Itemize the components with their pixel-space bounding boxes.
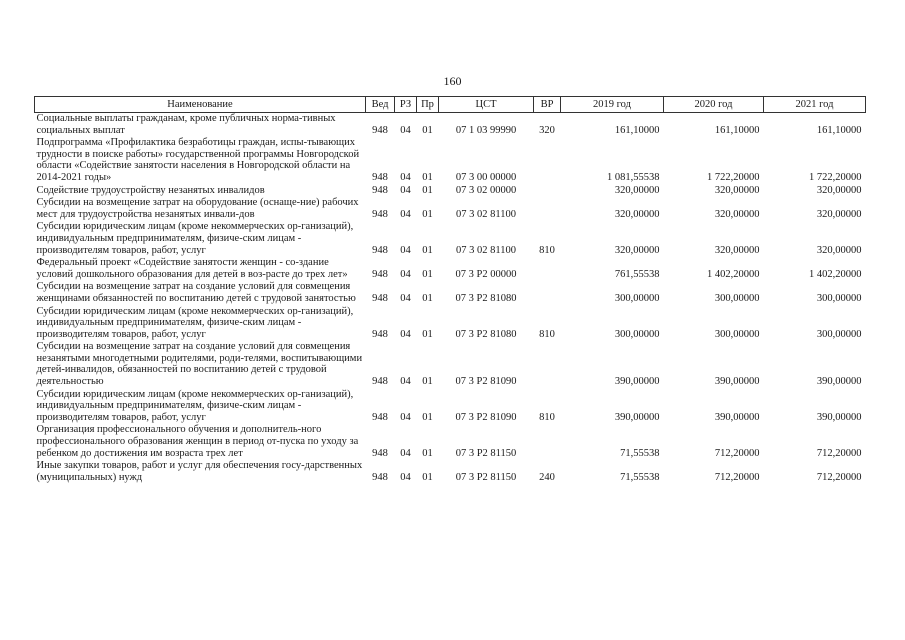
row-2020: 712,20000 bbox=[714, 447, 760, 459]
row-2020: 300,00000 bbox=[714, 328, 760, 340]
row-ved: 948 bbox=[372, 171, 388, 183]
row-ved: 948 bbox=[372, 268, 388, 280]
row-2021: 712,20000 bbox=[816, 471, 862, 483]
row-pr: 01 bbox=[422, 124, 433, 136]
row-vr bbox=[534, 281, 561, 305]
row-2019: 320,00000 bbox=[614, 208, 660, 220]
row-vr bbox=[534, 137, 561, 184]
row-pr: 01 bbox=[422, 184, 433, 196]
row-ved: 948 bbox=[372, 471, 388, 483]
row-2019: 390,00000 bbox=[614, 376, 660, 388]
row-vr: 810 bbox=[539, 411, 555, 423]
row-2020: 320,00000 bbox=[714, 244, 760, 256]
row-2020: 390,00000 bbox=[714, 376, 760, 388]
row-rz: 04 bbox=[400, 268, 411, 280]
row-cst: 07 3 Р2 81150 bbox=[455, 447, 517, 459]
row-rz: 04 bbox=[400, 244, 411, 256]
row-rz: 04 bbox=[400, 411, 411, 423]
row-name: Подпрограмма «Профилактика безработицы граждан, испы-тывающих трудности в поиске работы» государственной программы Новгородской области «Содействие занятости населения в Новгородской области на 2014-2021 годы» bbox=[36, 137, 360, 183]
row-vr: 810 bbox=[539, 244, 555, 256]
row-pr: 01 bbox=[422, 447, 433, 459]
row-2019: 761,55538 bbox=[614, 268, 660, 280]
table-row bbox=[35, 389, 866, 425]
table-row bbox=[35, 137, 866, 184]
row-cst: 07 3 Р2 81090 bbox=[455, 411, 517, 423]
header-vr: ВР bbox=[534, 97, 561, 113]
row-2019: 71,55538 bbox=[620, 471, 660, 483]
row-name: Иные закупки товаров, работ и услуг для обеспечения госу-дарственных (муниципальных) нужд bbox=[36, 460, 363, 483]
row-cst: 07 3 Р2 81080 bbox=[455, 328, 517, 340]
row-2019: 71,55538 bbox=[620, 447, 660, 459]
row-2020: 320,00000 bbox=[714, 184, 760, 196]
row-name: Федеральный проект «Содействие занятости женщин - со-здание условий дошкольного образования для детей в воз-расте до трех лет» bbox=[36, 257, 348, 280]
row-2021: 712,20000 bbox=[816, 447, 862, 459]
table-row bbox=[35, 341, 866, 388]
row-pr: 01 bbox=[422, 244, 433, 256]
table-row bbox=[35, 221, 866, 257]
row-2019: 320,00000 bbox=[614, 184, 660, 196]
row-cst: 07 1 03 99990 bbox=[455, 124, 517, 136]
row-ved: 948 bbox=[372, 447, 388, 459]
header-2019: 2019 год bbox=[561, 97, 664, 113]
row-name: Субсидии на возмещение затрат на оборудование (оснаще-ние) рабочих мест для трудоустройства незанятых инвали-дов bbox=[36, 197, 359, 220]
table-row bbox=[35, 257, 866, 281]
row-vr bbox=[534, 197, 561, 221]
row-rz: 04 bbox=[400, 208, 411, 220]
row-vr bbox=[534, 424, 561, 460]
row-2019: 320,00000 bbox=[614, 244, 660, 256]
table-row bbox=[35, 185, 866, 198]
row-vr: 810 bbox=[539, 328, 555, 340]
page-number: 160 bbox=[443, 74, 462, 88]
row-cst: 07 3 02 81100 bbox=[456, 244, 516, 256]
row-rz: 04 bbox=[400, 171, 411, 183]
row-cst: 07 3 Р2 81150 bbox=[455, 471, 517, 483]
table-row bbox=[35, 113, 866, 138]
row-cst: 07 3 Р2 81080 bbox=[455, 292, 517, 304]
row-2021: 300,00000 bbox=[816, 292, 862, 304]
header-name: Наименование bbox=[35, 97, 366, 113]
row-rz: 04 bbox=[400, 124, 411, 136]
header-ved: Вед bbox=[366, 97, 395, 113]
row-name: Субсидии юридическим лицам (кроме некоммерческих ор-ганизаций), индивидуальным предпринимателям, физиче-ским лицам - производителям товаров, работ, услуг bbox=[36, 388, 354, 423]
header-pr: Пр bbox=[417, 97, 439, 113]
row-2021: 1 722,20000 bbox=[809, 171, 862, 183]
row-pr: 01 bbox=[422, 208, 433, 220]
row-vr: 240 bbox=[539, 471, 555, 483]
row-name: Субсидии на возмещение затрат на создание условий для совмещения женщинами обязанностей по воспитанию детей с трудовой занятостью bbox=[36, 281, 356, 304]
row-pr: 01 bbox=[422, 411, 433, 423]
row-ved: 948 bbox=[372, 244, 388, 256]
row-ved: 948 bbox=[372, 376, 388, 388]
row-pr: 01 bbox=[422, 292, 433, 304]
row-name: Субсидии юридическим лицам (кроме некоммерческих ор-ганизаций), индивидуальным предпринимателям, физиче-ским лицам - производителям товаров, работ, услуг bbox=[36, 305, 354, 340]
row-pr: 01 bbox=[422, 328, 433, 340]
row-ved: 948 bbox=[372, 124, 388, 136]
row-2021: 390,00000 bbox=[816, 411, 862, 423]
table-row bbox=[35, 197, 866, 221]
row-cst: 07 3 02 00000 bbox=[455, 184, 517, 196]
row-2020: 161,10000 bbox=[714, 124, 760, 136]
row-pr: 01 bbox=[422, 471, 433, 483]
row-name: Социальные выплаты гражданам, кроме публичных норма-тивных социальных выплат bbox=[36, 113, 336, 136]
row-pr: 01 bbox=[422, 268, 433, 280]
row-name: Организация профессионального обучения и дополнитель-ного профессионального образования женщин в период от-пуска по уходу за ребенком до достижения им возраста трех лет bbox=[36, 424, 359, 459]
row-2020: 320,00000 bbox=[714, 208, 760, 220]
table-header-row bbox=[35, 97, 866, 113]
row-2021: 161,10000 bbox=[816, 124, 862, 136]
row-2019: 161,10000 bbox=[614, 124, 660, 136]
header-2021: 2021 год bbox=[764, 97, 866, 113]
row-rz: 04 bbox=[400, 376, 411, 388]
row-2020: 390,00000 bbox=[714, 411, 760, 423]
row-ved: 948 bbox=[372, 411, 388, 423]
row-2021: 1 402,20000 bbox=[809, 268, 862, 280]
header-2020: 2020 год bbox=[664, 97, 764, 113]
row-2019: 390,00000 bbox=[614, 411, 660, 423]
row-2020: 1 722,20000 bbox=[707, 171, 760, 183]
row-2021: 320,00000 bbox=[816, 244, 862, 256]
row-2020: 300,00000 bbox=[714, 292, 760, 304]
budget-table bbox=[34, 96, 866, 484]
row-cst: 07 3 Р2 00000 bbox=[455, 268, 517, 280]
row-name: Субсидии на возмещение затрат на создание условий для совмещения незанятыми многодетными родителями, роди-телями, воспитывающими детей-инвалидов, обязанностей по воспитанию детей с трудовой деятельностью bbox=[36, 341, 363, 388]
row-2020: 712,20000 bbox=[714, 471, 760, 483]
row-2021: 320,00000 bbox=[816, 184, 862, 196]
row-cst: 07 3 00 00000 bbox=[455, 171, 517, 183]
row-2021: 390,00000 bbox=[816, 376, 862, 388]
row-2019: 300,00000 bbox=[614, 328, 660, 340]
row-2019: 300,00000 bbox=[614, 292, 660, 304]
row-ved: 948 bbox=[372, 208, 388, 220]
row-name: Содействие трудоустройству незанятых инвалидов bbox=[36, 184, 265, 196]
row-pr: 01 bbox=[422, 171, 433, 183]
table-row bbox=[35, 424, 866, 460]
row-rz: 04 bbox=[400, 447, 411, 459]
row-ved: 948 bbox=[372, 292, 388, 304]
row-rz: 04 bbox=[400, 471, 411, 483]
row-name: Субсидии юридическим лицам (кроме некоммерческих ор-ганизаций), индивидуальным предпринимателям, физиче-ским лицам - производителям товаров, работ, услуг bbox=[36, 221, 354, 256]
row-cst: 07 3 02 81100 bbox=[456, 208, 516, 220]
row-rz: 04 bbox=[400, 328, 411, 340]
row-vr bbox=[534, 341, 561, 388]
row-cst: 07 3 Р2 81090 bbox=[455, 376, 517, 388]
row-2019: 1 081,55538 bbox=[607, 171, 660, 183]
header-cst: ЦСТ bbox=[439, 97, 534, 113]
table-row bbox=[35, 460, 866, 484]
row-pr: 01 bbox=[422, 376, 433, 388]
row-ved: 948 bbox=[372, 328, 388, 340]
row-2021: 300,00000 bbox=[816, 328, 862, 340]
row-vr bbox=[534, 185, 561, 198]
row-vr: 320 bbox=[539, 124, 555, 136]
row-2020: 1 402,20000 bbox=[707, 268, 760, 280]
table-row bbox=[35, 306, 866, 342]
row-ved: 948 bbox=[372, 184, 388, 196]
row-2021: 320,00000 bbox=[816, 208, 862, 220]
row-rz: 04 bbox=[400, 292, 411, 304]
row-rz: 04 bbox=[400, 184, 411, 196]
row-vr bbox=[534, 257, 561, 281]
table-row bbox=[35, 281, 866, 305]
header-rz: РЗ bbox=[395, 97, 417, 113]
